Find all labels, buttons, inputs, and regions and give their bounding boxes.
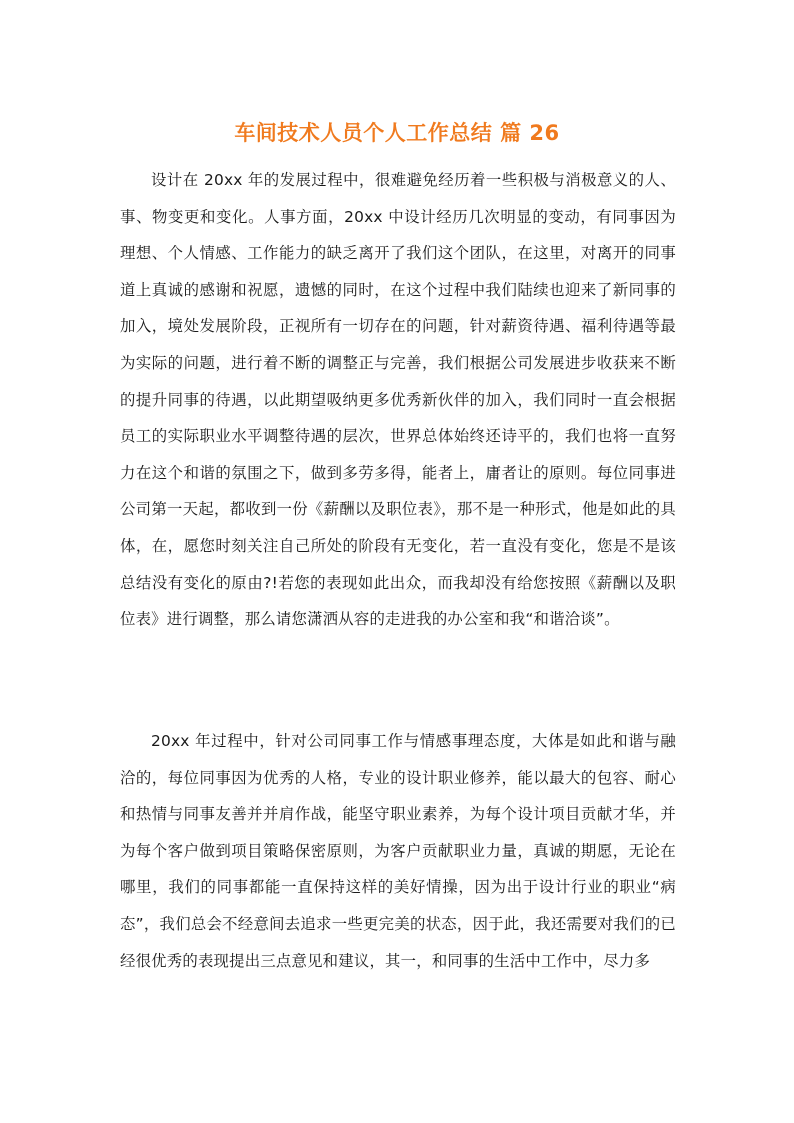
paragraph-1: 设计在 20xx 年的发展过程中，很难避免经历着一些积极与消极意义的人、事、物变更和变化。人事方面，20xx 中设计经历几次明显的变动，有同事因为理想、个人情感、工作能力的缺乏离开了我们这个团队，在这里，对离开的同事道上真诚的感谢和祝愿，遗憾的同时，在这个过程中我们陆续也迎来了新同事的加入，境处发展阶段，正视所有一切存在的问题，针对薪资待遇、福利待遇等最为实际的问题，进行着不断的调整正与完善，我们根据公司发展进步收获来不断的提升同事的待遇，以此期望吸纳更多优秀新伙伴的加入，我们同时一直会根据员工的实际职业水平调整待遇的层次，世界总体始终还诗平的，我们也将一直努力在这个和谐的氛围之下，做到多劳多得，能者上，庸者让的原则。每位同事进公司第一天起，都收到一份《薪酬以及职位表》，那不是一种形式，他是如此的具体，在，愿您时刻关注自己所处的阶段有无变化，若一直没有变化，您是不是该总结没有变化的原由?!若您的表现如此出众，而我却没有给您按照《薪酬以及职位表》进行调整，那么请您潇洒从容的走进我的办公室和我“和谐洽谈”。 bbox=[120, 171, 676, 629]
document-title: 车间技术人员个人工作总结 篇 26 bbox=[234, 121, 560, 146]
paragraph-2: 20xx 年过程中，针对公司同事工作与情感事理态度，大体是如此和谐与融洽的，每位同事因为优秀的人格，专业的设计职业修养，能以最大的包容、耐心和热情与同事友善并并肩作战，能坚守职业素养，为每个设计项目贡献才华，并为每个客户做到项目策略保密原则，为客户贡献职业力量，真诚的期愿，无论在哪里，我们的同事都能一直保持这样的美好情操，因为出于设计行业的职业“病态”，我们总会不经意间去追求一些更完美的状态，因于此，我还需要对我们的已经很优秀的表现提出三点意见和建议，其一，和同事的生活中工作中，尽力多 bbox=[120, 732, 676, 970]
